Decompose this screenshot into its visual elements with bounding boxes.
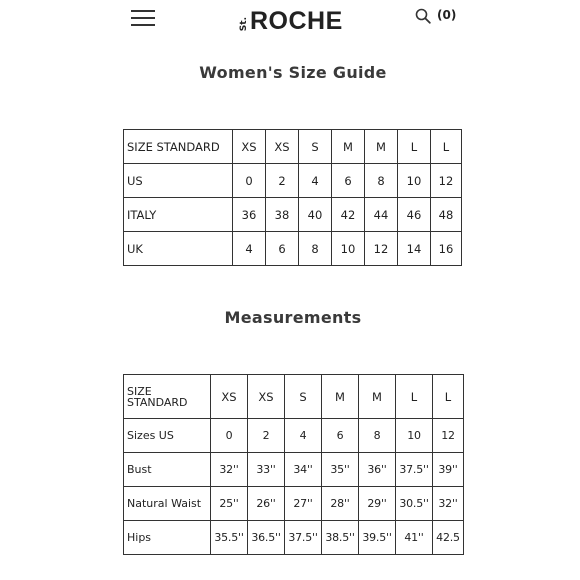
table-cell: 4 xyxy=(233,232,266,266)
brand-logo[interactable] xyxy=(240,4,343,34)
table-row xyxy=(124,130,462,164)
table-cell: 37.5'' xyxy=(285,521,322,555)
table-cell: 2 xyxy=(248,419,285,453)
table-cell-row-label: UK xyxy=(124,232,233,266)
table-cell: 26'' xyxy=(248,487,285,521)
table-cell: 16 xyxy=(431,232,462,266)
cart-count[interactable]: (0) xyxy=(437,8,457,22)
table-cell: 8 xyxy=(299,232,332,266)
table-cell-row-label: Hips xyxy=(124,521,211,555)
table-cell: M xyxy=(365,130,398,164)
table-cell-row-label xyxy=(124,375,211,419)
table-row xyxy=(124,164,462,198)
header-label-line2: STANDARD xyxy=(127,395,188,409)
table-cell: 8 xyxy=(365,164,398,198)
table-cell: 37.5'' xyxy=(396,453,433,487)
table-row xyxy=(124,419,464,453)
search-icon[interactable] xyxy=(415,8,431,24)
table-cell: S xyxy=(285,375,322,419)
table-cell: 12 xyxy=(365,232,398,266)
table-cell: M xyxy=(359,375,396,419)
table-row xyxy=(124,521,464,555)
table-cell: 29'' xyxy=(359,487,396,521)
table-cell: 32'' xyxy=(433,487,464,521)
table-cell: 39.5'' xyxy=(359,521,396,555)
table-cell: 10 xyxy=(332,232,365,266)
table-cell: 44 xyxy=(365,198,398,232)
table-cell: 0 xyxy=(233,164,266,198)
table-cell: 14 xyxy=(398,232,431,266)
table-cell: 32'' xyxy=(211,453,248,487)
table-cell: 35.5'' xyxy=(211,521,248,555)
table-cell: 10 xyxy=(398,164,431,198)
brand-logo-prefix: St. xyxy=(239,16,249,31)
hamburger-menu-icon[interactable] xyxy=(131,10,155,27)
table-row xyxy=(124,232,462,266)
table-cell: 38.5'' xyxy=(322,521,359,555)
size-guide-table xyxy=(123,129,462,266)
table-cell: XS xyxy=(248,375,285,419)
table-cell: 4 xyxy=(299,164,332,198)
header-label-line1: SIZE xyxy=(127,384,152,398)
measurements-title: Measurements xyxy=(224,308,362,327)
table-cell-row-label: Natural Waist xyxy=(124,487,211,521)
table-cell: 36.5'' xyxy=(248,521,285,555)
table-cell-row-label: US xyxy=(124,164,233,198)
table-cell: XS xyxy=(266,130,299,164)
table-cell: 27'' xyxy=(285,487,322,521)
table-cell-row-label: SIZE STANDARD xyxy=(124,130,233,164)
table-cell: XS xyxy=(233,130,266,164)
table-cell: S xyxy=(299,130,332,164)
table-cell: 42 xyxy=(332,198,365,232)
table-cell: L xyxy=(398,130,431,164)
table-cell: 30.5'' xyxy=(396,487,433,521)
table-cell: M xyxy=(322,375,359,419)
table-cell: 39'' xyxy=(433,453,464,487)
table-cell: 8 xyxy=(359,419,396,453)
brand-logo-name: ROCHE xyxy=(250,7,343,35)
table-cell-row-label: Sizes US xyxy=(124,419,211,453)
table-cell: 12 xyxy=(433,419,464,453)
table-cell: 38 xyxy=(266,198,299,232)
table-cell: 33'' xyxy=(248,453,285,487)
table-cell: M xyxy=(332,130,365,164)
table-cell-row-label: Bust xyxy=(124,453,211,487)
size-guide-title: Women's Size Guide xyxy=(199,63,387,82)
table-cell: 36'' xyxy=(359,453,396,487)
table-row xyxy=(124,453,464,487)
table-row xyxy=(124,198,462,232)
table-cell: 25'' xyxy=(211,487,248,521)
measurements-table xyxy=(123,374,464,555)
table-cell: 46 xyxy=(398,198,431,232)
table-cell: 48 xyxy=(431,198,462,232)
table-cell: L xyxy=(396,375,433,419)
table-cell: 28'' xyxy=(322,487,359,521)
table-cell: 40 xyxy=(299,198,332,232)
table-cell: 6 xyxy=(266,232,299,266)
table-cell: 12 xyxy=(431,164,462,198)
table-cell: 6 xyxy=(332,164,365,198)
table-cell: 6 xyxy=(322,419,359,453)
table-cell: L xyxy=(433,375,464,419)
table-cell: L xyxy=(431,130,462,164)
table-cell: 10 xyxy=(396,419,433,453)
table-cell: 41'' xyxy=(396,521,433,555)
table-row xyxy=(124,375,464,419)
table-cell: 36 xyxy=(233,198,266,232)
table-cell: 35'' xyxy=(322,453,359,487)
table-cell: 4 xyxy=(285,419,322,453)
table-cell: 42.5 xyxy=(433,521,464,555)
table-cell: 2 xyxy=(266,164,299,198)
table-cell: XS xyxy=(211,375,248,419)
table-cell-row-label: ITALY xyxy=(124,198,233,232)
table-row xyxy=(124,487,464,521)
table-cell: 0 xyxy=(211,419,248,453)
table-cell: 34'' xyxy=(285,453,322,487)
